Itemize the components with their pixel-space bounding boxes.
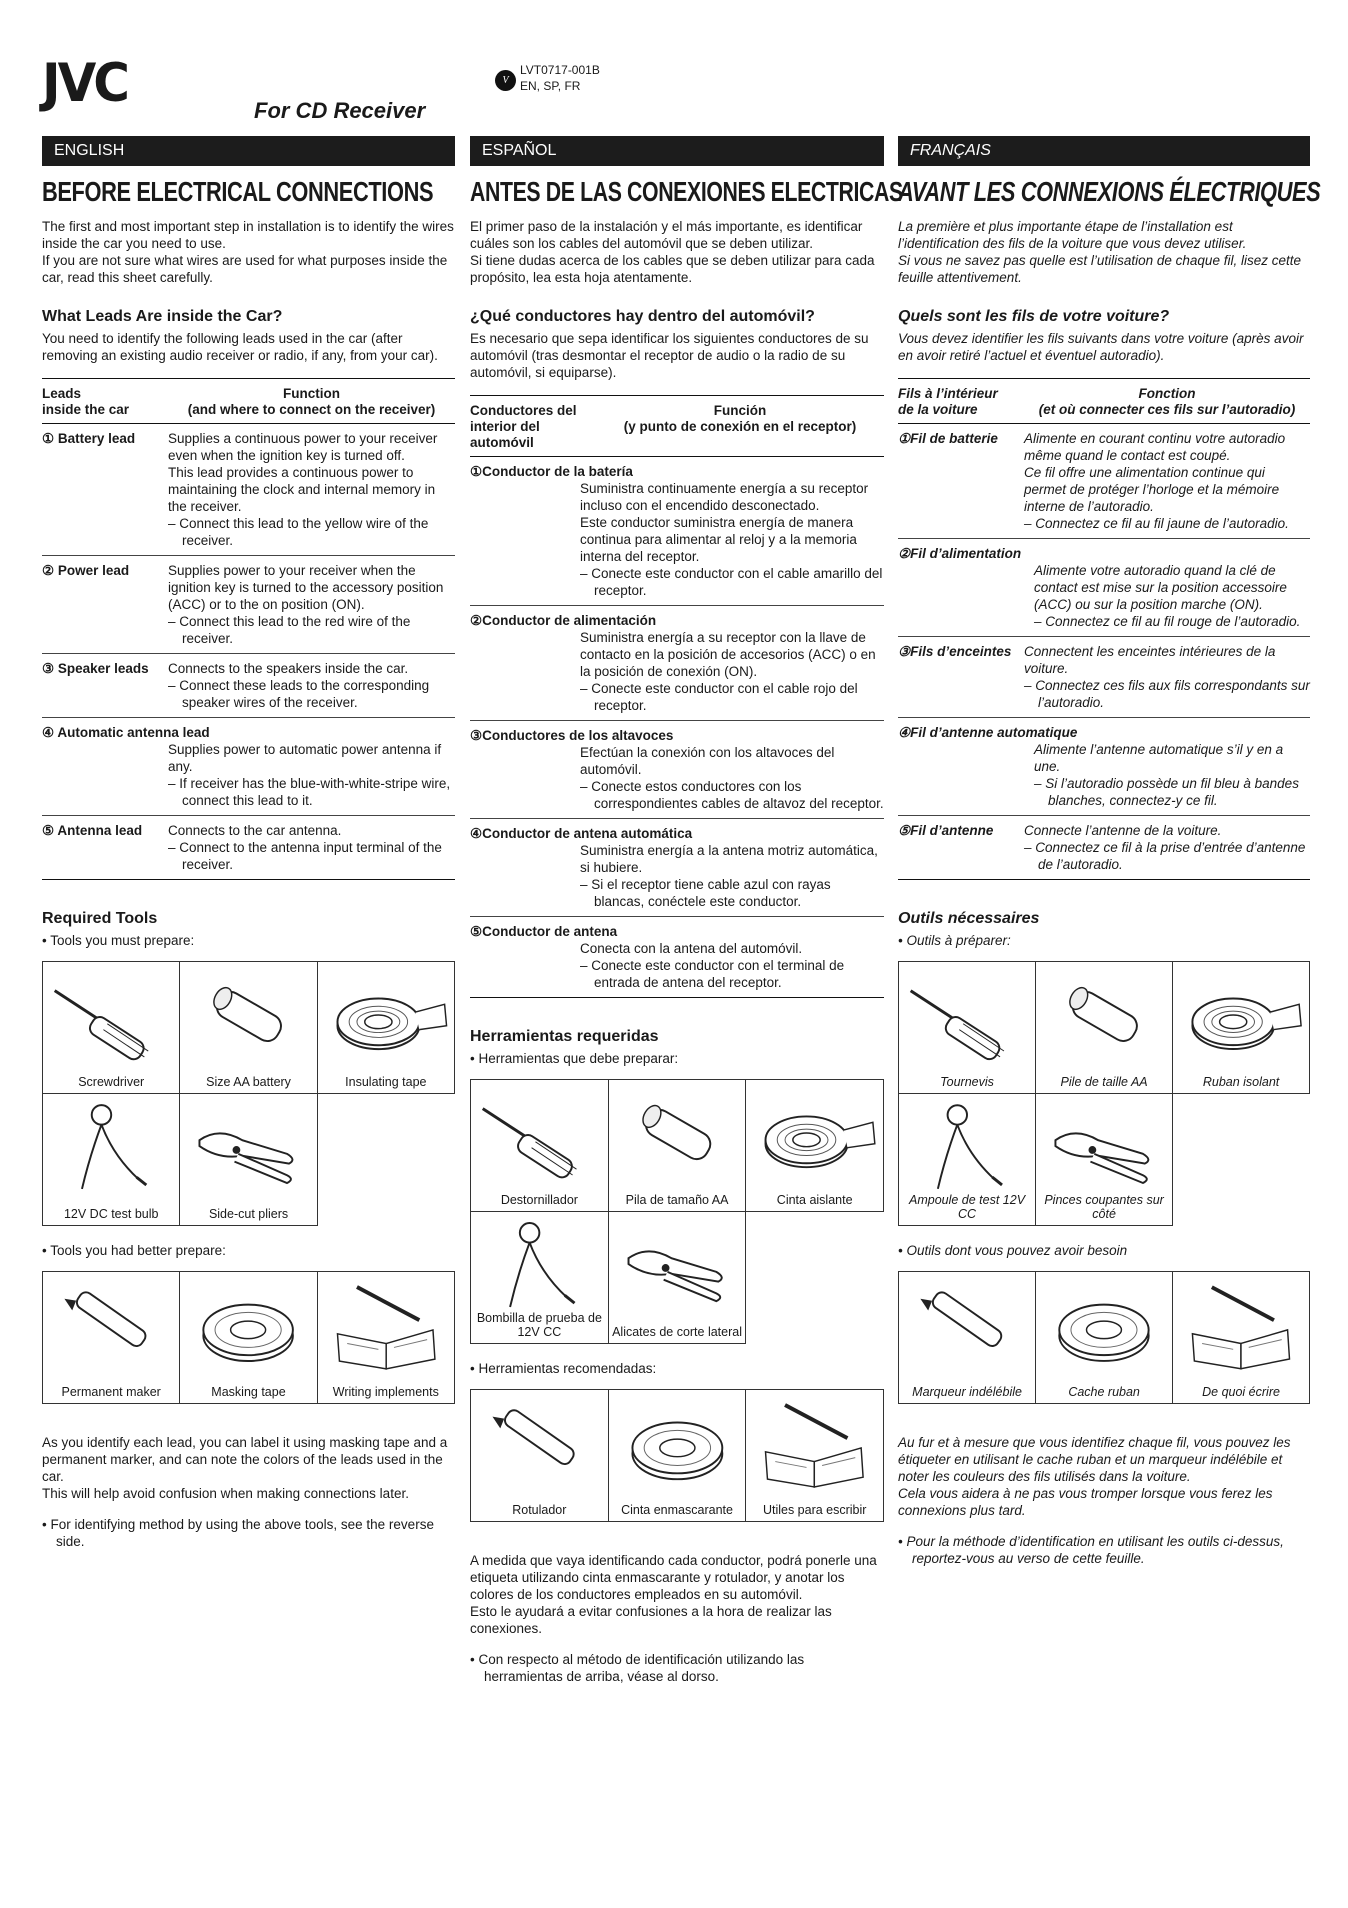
tools-better-grid bbox=[898, 1271, 1310, 1404]
tool-cell bbox=[1173, 1272, 1310, 1404]
lead-function bbox=[168, 822, 455, 873]
table-header bbox=[898, 379, 1310, 424]
lead-name: ④ Automatic antenna lead bbox=[42, 725, 210, 740]
tool-label: Ampoule de test 12V CC bbox=[909, 1193, 1026, 1221]
tool-label: Alicates de corte lateral bbox=[612, 1325, 743, 1339]
tools-must-label: • Herramientas que debe preparar: bbox=[470, 1051, 679, 1066]
tool-cell bbox=[608, 1390, 746, 1522]
table-row bbox=[470, 457, 884, 606]
tool-label: Pila de tamaño AA bbox=[625, 1193, 729, 1207]
closing-text: A medida que vaya identificando cada conductor, podrá ponerle una etiqueta utilizando cinta enmascarante y rotulador, y anotar los colores de los conductores empleados en su automóvil. bbox=[470, 1553, 877, 1602]
lead-function bbox=[1024, 822, 1310, 873]
lead-extra: Este conductor suministra energía de manera continua para alimentar al reloj y a la memoria interna del receptor. bbox=[580, 515, 857, 564]
tools-better-label: • Outils dont vous pouvez avoir besoin bbox=[898, 1243, 1128, 1258]
table-rows bbox=[42, 424, 455, 879]
lead-extra: This lead provides a continuous power to maintaining the clock and internal memory in the receiver. bbox=[168, 465, 436, 514]
lead-name: ⑤ Antenna lead bbox=[42, 823, 143, 838]
tool-cell bbox=[608, 1080, 746, 1212]
lead-function bbox=[42, 741, 455, 809]
tools-heading: Herramientas requeridas bbox=[470, 1028, 659, 1045]
lead-function bbox=[168, 430, 455, 549]
tools-heading: Required Tools bbox=[42, 910, 158, 927]
lead-name: ② Power lead bbox=[42, 563, 130, 578]
intro-text: La première et plus importante étape de l’installation est l’identification des fils de la voiture que vous devez utiliser. bbox=[898, 219, 1247, 251]
leads-heading: ¿Qué conductores hay dentro del automóvil? bbox=[470, 308, 815, 325]
tool-cell bbox=[43, 1094, 180, 1226]
tool-label: Utiles para escribir bbox=[762, 1503, 867, 1517]
lead-text: Connecte l’antenne de la voiture. bbox=[1024, 823, 1222, 838]
tool-cell bbox=[43, 1272, 180, 1404]
table-row bbox=[470, 606, 884, 721]
tool-cell bbox=[899, 1272, 1036, 1404]
lead-dash: – Connect this lead to the red wire of the receiver. bbox=[168, 614, 411, 646]
tool-cell bbox=[1036, 1272, 1173, 1404]
lead-name: ④Conductor de antena automática bbox=[470, 826, 693, 841]
lead-name: ⑤Conductor de antena bbox=[470, 924, 618, 939]
lead-function bbox=[898, 562, 1310, 630]
section-title: AVANT LES CONNEXIONS ÉLECTRIQUES bbox=[898, 176, 1321, 207]
doc-badge-icon: V bbox=[495, 70, 516, 91]
table-row bbox=[42, 718, 455, 816]
table-row bbox=[42, 654, 455, 718]
tools-better-label: • Herramientas recomendadas: bbox=[470, 1361, 657, 1376]
tool-cell bbox=[1036, 962, 1173, 1094]
tool-cell bbox=[471, 1212, 609, 1344]
tool-cell bbox=[746, 1080, 884, 1212]
intro-text: El primer paso de la instalación y el más importante, es identificar cuáles son los cables del automóvil que se deben utilizar. bbox=[470, 219, 863, 251]
column-header-leads: Leads inside the car bbox=[42, 386, 130, 417]
table-row bbox=[898, 539, 1310, 637]
tools-better-grid bbox=[42, 1271, 455, 1404]
lead-text: Suministra energía a su receptor con la llave de contacto en la posición de accesorios (ACC) o en la posición de conexión (ON). bbox=[580, 630, 876, 679]
lead-name: ⑤Fil d’antenne bbox=[898, 823, 994, 838]
lead-dash: – Connect these leads to the corresponding speaker wires of the receiver. bbox=[168, 678, 430, 710]
column-header-function: Fonction (et où connecter ces fils sur l’autoradio) bbox=[1038, 386, 1296, 417]
tool-label: Marqueur indélébile bbox=[912, 1385, 1022, 1399]
lead-name: ③Conductores de los altavoces bbox=[470, 728, 674, 743]
tool-cell bbox=[180, 1094, 317, 1226]
lead-function bbox=[1024, 430, 1310, 532]
language-bar: ESPAÑOL bbox=[470, 136, 884, 166]
empty-cell bbox=[746, 1212, 884, 1344]
lead-text: Alimente votre autoradio quand la clé de contact est mise sur la position accessoire (ACC) ou sur la position marche (ON). bbox=[1034, 563, 1287, 612]
tool-label: Masking tape bbox=[211, 1385, 286, 1399]
lead-name: ① Battery lead bbox=[42, 431, 136, 446]
table-row bbox=[42, 424, 455, 556]
table-row bbox=[898, 424, 1310, 539]
column-header-function: Función (y punto de conexión en el receptor) bbox=[623, 403, 857, 434]
lead-dash: – Connectez ce fil au fil jaune de l’autoradio. bbox=[1024, 516, 1289, 531]
language-bar: ENGLISH bbox=[42, 136, 455, 166]
lead-dash: – Conecte este conductor con el cable amarillo del receptor. bbox=[580, 566, 883, 598]
lead-text: Connects to the speakers inside the car. bbox=[168, 661, 409, 676]
tool-cell bbox=[1036, 1094, 1173, 1226]
tool-cell bbox=[608, 1212, 746, 1344]
lead-dash: – Connectez ce fil au fil rouge de l’autoradio. bbox=[1034, 614, 1301, 629]
table-header bbox=[42, 379, 455, 424]
leads-table bbox=[42, 378, 455, 880]
table-row bbox=[470, 819, 884, 917]
lead-name: ①Fil de batterie bbox=[898, 431, 998, 446]
leads-table bbox=[470, 395, 884, 998]
table-row bbox=[470, 917, 884, 997]
lead-name: ②Conductor de alimentación bbox=[470, 613, 657, 628]
leads-heading: Quels sont les fils de votre voiture? bbox=[898, 308, 1170, 325]
lead-text: Supplies power to your receiver when the ignition key is turned to the accessory position (ACC) or to the on position (ON). bbox=[168, 563, 444, 612]
tool-cell bbox=[1173, 962, 1310, 1094]
tools-must-label: • Outils à préparer: bbox=[898, 933, 1011, 948]
section-title: BEFORE ELECTRICAL CONNECTIONS bbox=[42, 176, 434, 207]
column-header-function: Function (and where to connect on the receiver) bbox=[187, 386, 436, 417]
tool-label: Side-cut pliers bbox=[208, 1207, 289, 1221]
leads-table bbox=[898, 378, 1310, 880]
tool-label: De quoi écrire bbox=[1202, 1385, 1280, 1399]
empty-cell bbox=[317, 1094, 454, 1226]
lead-text: Supplies power to automatic power antenna if any. bbox=[168, 742, 442, 774]
intro-text: The first and most important step in installation is to identify the wires inside the car you need to use. bbox=[42, 219, 454, 251]
tool-cell bbox=[317, 1272, 454, 1404]
tool-label: 12V DC test bulb bbox=[63, 1207, 159, 1221]
leads-intro: Es necesario que sepa identificar los siguientes conductores de su automóvil (tras desmontar el receptor de audio o la radio de su automóvil, si equiparse). bbox=[470, 331, 869, 380]
tool-label: Cache ruban bbox=[1068, 1385, 1140, 1399]
lead-text: Connects to the car antenna. bbox=[168, 823, 342, 838]
lead-dash: – Si l’autoradio possède un fil bleu à bandes blanches, connectez-y ce fil. bbox=[1034, 776, 1299, 808]
table-row bbox=[42, 556, 455, 654]
lead-function bbox=[470, 940, 884, 991]
lead-function bbox=[898, 741, 1310, 809]
lead-function bbox=[1024, 643, 1310, 711]
table-row bbox=[898, 718, 1310, 816]
table-row bbox=[898, 637, 1310, 718]
lead-text: Connectent les enceintes intérieures de la voiture. bbox=[1024, 644, 1276, 676]
tool-label: Cinta aislante bbox=[776, 1193, 853, 1207]
closing-text: Au fur et à mesure que vous identifiez chaque fil, vous pouvez les étiqueter en utilisant le cache ruban et un marqueur indélébile et noter les couleurs des fils utilisés dans la voiture. bbox=[898, 1435, 1291, 1484]
lead-text: Alimente en courant continu votre autoradio même quand le contact est coupé. bbox=[1024, 431, 1286, 463]
tool-cell bbox=[471, 1080, 609, 1212]
tool-label: Writing implements bbox=[332, 1385, 439, 1399]
doc-langs: EN, SP, FR bbox=[520, 79, 581, 93]
tools-must-grid bbox=[898, 961, 1310, 1226]
lead-function bbox=[470, 842, 884, 910]
lead-dash: – Connectez ces fils aux fils correspondants sur l’autoradio. bbox=[1024, 678, 1310, 710]
tool-label: Size AA battery bbox=[206, 1075, 291, 1089]
table-row bbox=[898, 816, 1310, 879]
column-french bbox=[898, 136, 1321, 1567]
lead-text: Efectúan la conexión con los altavoces del automóvil. bbox=[580, 745, 835, 777]
lead-dash: – Conecte este conductor con el terminal de entrada de antena del receptor. bbox=[580, 958, 845, 990]
tools-heading: Outils nécessaires bbox=[898, 910, 1040, 927]
closing-text: As you identify each lead, you can label it using masking tape and a permanent marker, and can note the colors of the leads used in the car. bbox=[42, 1435, 448, 1484]
reverse-note: • Pour la méthode d’identification en utilisant les outils ci-dessus, reportez-vous au verso de cette feuille. bbox=[898, 1534, 1284, 1566]
leads-intro: Vous devez identifier les fils suivants dans votre voiture (après avoir en avoir retiré l’actuel et éventuel autoradio). bbox=[898, 331, 1304, 363]
tool-label: Pinces coupantes sur côté bbox=[1044, 1193, 1164, 1221]
lead-function bbox=[168, 660, 455, 711]
lead-name: ③Fils d’enceintes bbox=[898, 644, 1012, 659]
tool-label: Permanent maker bbox=[61, 1385, 161, 1399]
jvc-logo: JVC bbox=[42, 52, 127, 114]
intro-text-2: If you are not sure what wires are used for what purposes inside the car, read this sheet carefully. bbox=[42, 253, 448, 285]
column-header-leads: Fils à l’intérieur de la voiture bbox=[898, 386, 998, 417]
closing-text-2: Esto le ayudará a evitar confusiones a la hora de realizar las conexiones. bbox=[470, 1604, 832, 1636]
tool-label: Tournevis bbox=[940, 1075, 994, 1089]
tool-cell bbox=[899, 962, 1036, 1094]
lead-dash: – If receiver has the blue-with-white-stripe wire, connect this lead to it. bbox=[168, 776, 451, 808]
tools-must-grid bbox=[42, 961, 455, 1226]
intro-text-2: Si tiene dudas acerca de los cables que se deben utilizar para cada propósito, lea esta hoja atentamente. bbox=[470, 253, 875, 285]
tool-label: Rotulador bbox=[512, 1503, 567, 1517]
table-rows bbox=[470, 457, 884, 997]
lead-text: Supplies a continuous power to your receiver even when the ignition key is turned off. bbox=[168, 431, 438, 463]
lead-dash: – Connect to the antenna input terminal of the receiver. bbox=[168, 840, 442, 872]
language-bar: FRANÇAIS bbox=[898, 136, 1310, 166]
tools-better-label: • Tools you had better prepare: bbox=[42, 1243, 226, 1258]
column-english bbox=[42, 136, 455, 1550]
lead-dash: – Conecte este conductor con el cable rojo del receptor. bbox=[580, 681, 858, 713]
lead-function bbox=[470, 480, 884, 599]
doc-code: LVT0717-001B bbox=[520, 63, 600, 77]
closing-text-2: Cela vous aidera à ne pas vous tromper lorsque vous ferez les connexions plus tard. bbox=[898, 1486, 1273, 1518]
table-row bbox=[42, 816, 455, 879]
tool-label: Insulating tape bbox=[345, 1075, 427, 1089]
section-title: ANTES DE LAS CONEXIONES ELECTRICAS bbox=[470, 176, 903, 207]
lead-function bbox=[470, 744, 884, 812]
lead-function bbox=[168, 562, 455, 647]
lead-text: Conecta con la antena del automóvil. bbox=[580, 941, 803, 956]
lead-dash: – Connectez ce fil à la prise d’entrée d’antenne de l’autoradio. bbox=[1024, 840, 1306, 872]
table-rows bbox=[898, 424, 1310, 879]
tool-cell bbox=[471, 1390, 609, 1522]
column-header-leads: Conductores del interior del automóvil bbox=[470, 403, 577, 450]
lead-name: ①Conductor de la batería bbox=[470, 464, 633, 479]
reverse-note: • Con respecto al método de identificación utilizando las herramientas de arriba, véase al dorso. bbox=[470, 1652, 805, 1684]
tool-cell bbox=[180, 962, 317, 1094]
tool-label: Bombilla de prueba de 12V CC bbox=[476, 1311, 602, 1339]
tool-label: Cinta enmascarante bbox=[621, 1503, 733, 1517]
lead-text: Suministra energía a la antena motriz automática, si hubiere. bbox=[580, 843, 878, 875]
reverse-note: • For identifying method by using the above tools, see the reverse side. bbox=[42, 1517, 434, 1549]
lead-dash: – Conecte estos conductores con los correspondientes cables de altavoz del receptor. bbox=[580, 779, 884, 811]
tool-cell bbox=[317, 962, 454, 1094]
lead-name: ②Fil d’alimentation bbox=[898, 546, 1022, 561]
leads-intro: You need to identify the following leads used in the car (after removing an existing audio receiver or radio, if any, from your car). bbox=[42, 331, 438, 363]
leads-heading: What Leads Are inside the Car? bbox=[42, 308, 283, 325]
lead-name: ③ Speaker leads bbox=[42, 661, 149, 676]
lead-dash: – Si el receptor tiene cable azul con rayas blancas, conéctele este conductor. bbox=[580, 877, 831, 909]
tools-must-label: • Tools you must prepare: bbox=[42, 933, 195, 948]
lead-text: Alimente l’antenne automatique s’il y en a une. bbox=[1034, 742, 1284, 774]
column-spanish bbox=[470, 136, 903, 1685]
empty-cell bbox=[1173, 1094, 1310, 1226]
doc-id bbox=[502, 62, 600, 94]
tool-label: Pile de taille AA bbox=[1060, 1075, 1148, 1089]
tool-cell bbox=[180, 1272, 317, 1404]
lead-text: Suministra continuamente energía a su receptor incluso con el encendido desconectado. bbox=[580, 481, 869, 513]
tool-label: Ruban isolant bbox=[1202, 1075, 1280, 1089]
tool-cell bbox=[43, 962, 180, 1094]
product-title: For CD Receiver bbox=[254, 98, 426, 123]
tools-must-grid bbox=[470, 1079, 884, 1344]
lead-extra: Ce fil offre une alimentation continue qui permet de protéger l’horloge et la mémoire interne de l’autoradio. bbox=[1024, 465, 1280, 514]
tools-better-grid bbox=[470, 1389, 884, 1522]
table-header bbox=[470, 396, 884, 457]
lead-function bbox=[470, 629, 884, 714]
tool-cell bbox=[746, 1390, 884, 1522]
tool-label: Destornillador bbox=[500, 1193, 578, 1207]
lead-name: ④Fil d’antenne automatique bbox=[898, 725, 1078, 740]
intro-text-2: Si vous ne savez pas quelle est l’utilisation de chaque fil, lisez cette feuille attentivement. bbox=[898, 253, 1301, 285]
tool-cell bbox=[899, 1094, 1036, 1226]
lead-dash: – Connect this lead to the yellow wire of the receiver. bbox=[168, 516, 429, 548]
table-row bbox=[470, 721, 884, 819]
tool-label: Screwdriver bbox=[78, 1075, 145, 1089]
closing-text-2: This will help avoid confusion when making connections later. bbox=[42, 1486, 409, 1501]
